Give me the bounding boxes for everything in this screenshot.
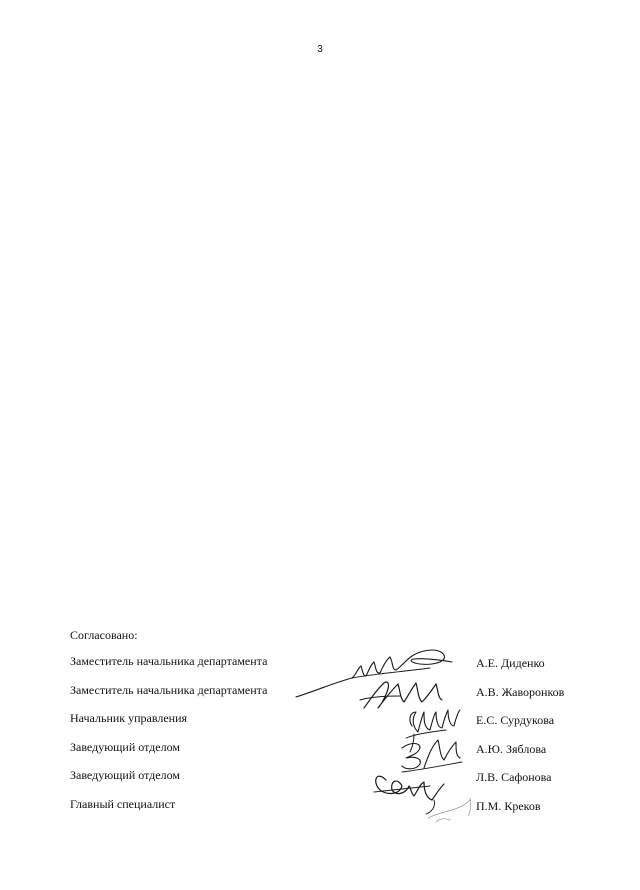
approval-row — [70, 683, 590, 712]
approval-block — [70, 628, 590, 826]
approval-row — [70, 797, 590, 826]
approval-person: Е.С. Сурдукова — [476, 713, 555, 728]
approval-person: А.В. Жаворонков — [476, 684, 565, 699]
approval-position: Заведующий отделом — [70, 768, 180, 783]
approval-position: Заместитель начальника департамента — [70, 654, 268, 668]
approval-position: Начальник управления — [70, 711, 188, 726]
approval-position: Заместитель начальника департамента — [70, 682, 268, 697]
approval-person: П.М. Креков — [476, 798, 541, 813]
approval-row — [70, 740, 590, 769]
approval-person: Л.В. Сафонова — [476, 770, 552, 785]
approval-position: Заведующий отделом — [70, 739, 180, 754]
approval-row — [70, 711, 590, 740]
approval-row — [70, 768, 590, 797]
approval-heading: Согласовано: — [70, 628, 138, 642]
approval-position: Главный специалист — [70, 796, 176, 811]
approval-person: А.Ю. Зяблова — [476, 741, 547, 756]
approval-person: А.Е. Диденко — [476, 656, 545, 670]
approval-row — [70, 654, 590, 683]
page-number: 3 — [317, 44, 323, 55]
